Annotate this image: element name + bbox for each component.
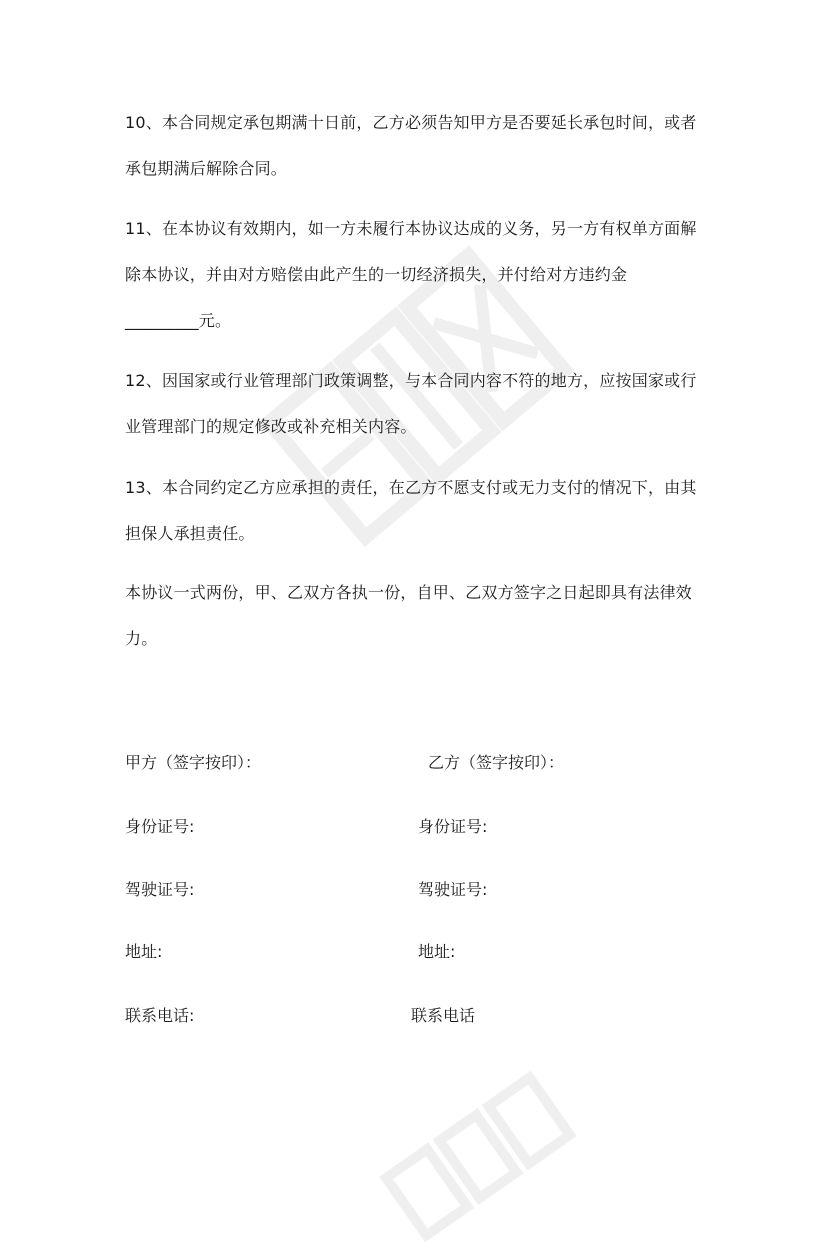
party-b-license-label: 驾驶证号: xyxy=(418,880,488,899)
clause-11 xyxy=(125,206,715,344)
clause-11-line-1: 11、在本协议有效期内，如一方未履行本协议达成的义务，另一方有权单方面解 xyxy=(125,219,697,238)
clause-12-line-2: 业管理部门的规定修改或补充相关内容。 xyxy=(125,417,417,436)
clause-10-line-1: 10、本合同规定承包期满十日前，乙方必须告知甲方是否要延长承包时间，或者 xyxy=(125,113,697,132)
closing-clause xyxy=(125,570,715,662)
party-b-address-label: 地址: xyxy=(418,942,456,961)
party-b-id-label: 身份证号: xyxy=(418,817,488,836)
clause-11-line-3: _________元。 xyxy=(125,311,232,330)
clause-13-line-1: 13、本合同约定乙方应承担的责任，在乙方不愿支付或无力支付的情况下，由其 xyxy=(125,478,697,497)
party-b-sign-label: 乙方（签字按印）： xyxy=(428,753,565,772)
clause-10-line-2: 承包期满后解除合同。 xyxy=(125,159,288,178)
clause-12-line-1: 12、因国家或行业管理部门政策调整，与本合同内容不符的地方，应按国家或行 xyxy=(125,371,697,390)
party-a-phone-label: 联系电话: xyxy=(125,1006,195,1025)
clause-11-line-2: 除本协议，并由对方赔偿由此产生的一切经济损失，并付给对方违约金 xyxy=(125,265,628,284)
party-b-phone-label: 联系电话 xyxy=(411,1006,476,1025)
party-a-sign-label: 甲方（签字按印）： xyxy=(125,753,262,772)
clause-13 xyxy=(125,465,715,557)
closing-line-1: 本协议一式两份，甲、乙双方各执一份，自甲、乙双方签字之日起即具有法律效 xyxy=(125,583,693,602)
closing-line-2: 力。 xyxy=(125,629,158,648)
clause-12 xyxy=(125,358,715,450)
watermark-logo-icon-bottom xyxy=(372,1061,587,1249)
party-a-id-label: 身份证号: xyxy=(125,817,195,836)
clause-10 xyxy=(125,100,715,192)
party-a-address-label: 地址: xyxy=(125,942,163,961)
clause-13-line-2: 担保人承担责任。 xyxy=(125,524,255,543)
party-a-license-label: 驾驶证号: xyxy=(125,880,195,899)
